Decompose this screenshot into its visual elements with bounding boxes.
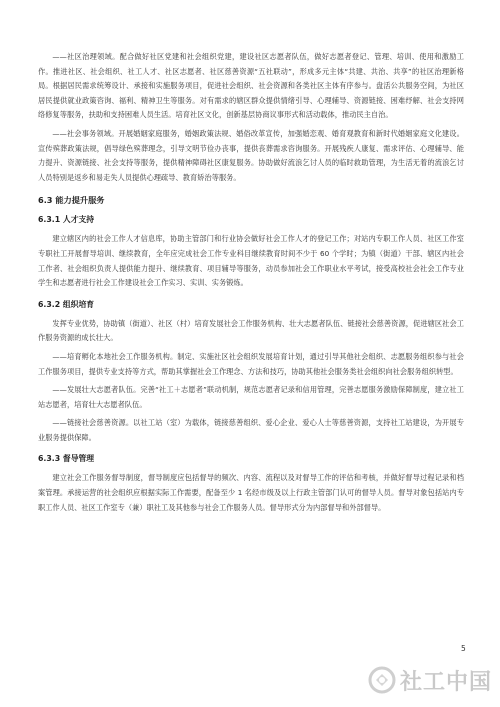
paragraph-incubate-orgs: ——培育孵化本地社会工作服务机构。制定、实施社区社会组织发展培育计划，通过引导其他社会组织、志愿服务组织参与社会工作服务项目，提供专业支持等方式，帮助其掌握社会工作理念、方法和技巧，协助其他社会服务类社会组织向社会服务组织转型。 bbox=[38, 351, 464, 376]
paragraph-charity-resources: ——链接社会慈善资源。以社工站（室）为载体，链接慈善组织、爱心企业、爱心人士等慈善资源，支持社工站建设，为开展专业服务提供保障。 bbox=[38, 418, 464, 442]
paragraph-volunteer-team: ——发展壮大志愿者队伍。完善“社工＋志愿者”联动机制，规范志愿者记录和信用管理，完善志愿服务激励保障制度，建立社工站志愿者，培育壮大志愿者队伍。 bbox=[38, 385, 464, 409]
page-number: 5 bbox=[461, 644, 466, 653]
section-heading-6-3-1: 6.3.1 人才支持 bbox=[38, 215, 95, 225]
paragraph-supervision: 建立社会工作服务督导制度，督导制度应包括督导的频次、内容、流程以及对督导工作的评估和考核，并做好督导过程记录和档案管理。承接运营的社会组织应根据实际工作需要，配备至少 1 名经市级及以上行政主管部门认可的督导人员。督导对象包括站内专职工作人员、社区工作室专（兼）职社工及其他参与社会工作服务人员。督导形式分为内部督导和外部督导。 bbox=[38, 473, 464, 512]
watermark-text: 社工中国 bbox=[399, 669, 492, 695]
page-content bbox=[38, 50, 464, 519]
section-heading-6-3-2: 6.3.2 组织培育 bbox=[38, 299, 95, 309]
paragraph-talent-support: 建立辖区内的社会工作人才信息库，协助主管部门和行业协会做好社会工作人才的登记工作；对站内专职工作人员、社区工作室专职社工开展督导培训、继续教育，全年应完成社会工作专业科目继续教育时间不少于 60 个学时；为镇（街道）干部、辖区内社会工作者、社会组织负责人提供能力提升、继续教育、项目辅导等服务，动员参加社会工作职业水平考试，接受高校社会社会工作专业学生和志愿者进行社会工作建设社会工作实习、实训、实务锻炼。 bbox=[38, 234, 464, 288]
watermark-logo-icon bbox=[367, 665, 397, 695]
paragraph-social-affairs: ——社会事务领域。开展婚姻家庭服务，婚姻政策法规、婚俗改革宣传，加强婚恋观、婚育观教育和新时代婚姻家庭文化建设。宣传殡葬政策法规，倡导绿色殡葬理念，引导文明节俭办丧事，提供丧葬需求咨询服务。开展残疾人康复、需求评估、心理辅导、能力提升、资源链接、社会支持等服务，提供精神障碍社区康复服务。协助做好流浪乞讨人员的临时救助管理，为生活无着的流浪乞讨人员特别是返乡和易走失人员提供心理疏导、教育矫治等服务。 bbox=[38, 128, 464, 182]
paragraph-org-cultivation-intro: 发挥专业优势，协助镇（街道）、社区（村）培育发展社会工作服务机构、壮大志愿者队伍、链接社会慈善资源，促进辖区社会工作服务资源的成长壮大。 bbox=[38, 318, 464, 343]
watermark bbox=[364, 662, 492, 698]
section-heading-6-3-3: 6.3.3 督导管理 bbox=[38, 454, 95, 464]
paragraph-community-governance: ——社区治理领域。配合做好社区党建和社会组织党建，建设社区志愿者队伍，做好志愿者登记、管理、培训、使用和激励工作。推进社区、社会组织、社工人才、社区志愿者、社区慈善资源“五社联动”，形成多元主体“共建、共治、共享”的社区治理新格局。根据居民需求统筹设计、承接和实施服务项目，促进社会组织、社会资源和各类社区主体有序参与。盘活公共服务空间，为社区居民提供就业政策咨询、福利、精神卫生等服务。对有需求的辖区群众提供情绪引导、心理辅导、资源链接、困难纾解、社会支持网络修复等服务，扶助和支持困难人员生活。培育社区文化，创新基层协商议事形式和活动载体，推动民主自治。 bbox=[38, 52, 464, 120]
section-heading-6-3: 6.3 能力提升服务 bbox=[38, 195, 105, 206]
